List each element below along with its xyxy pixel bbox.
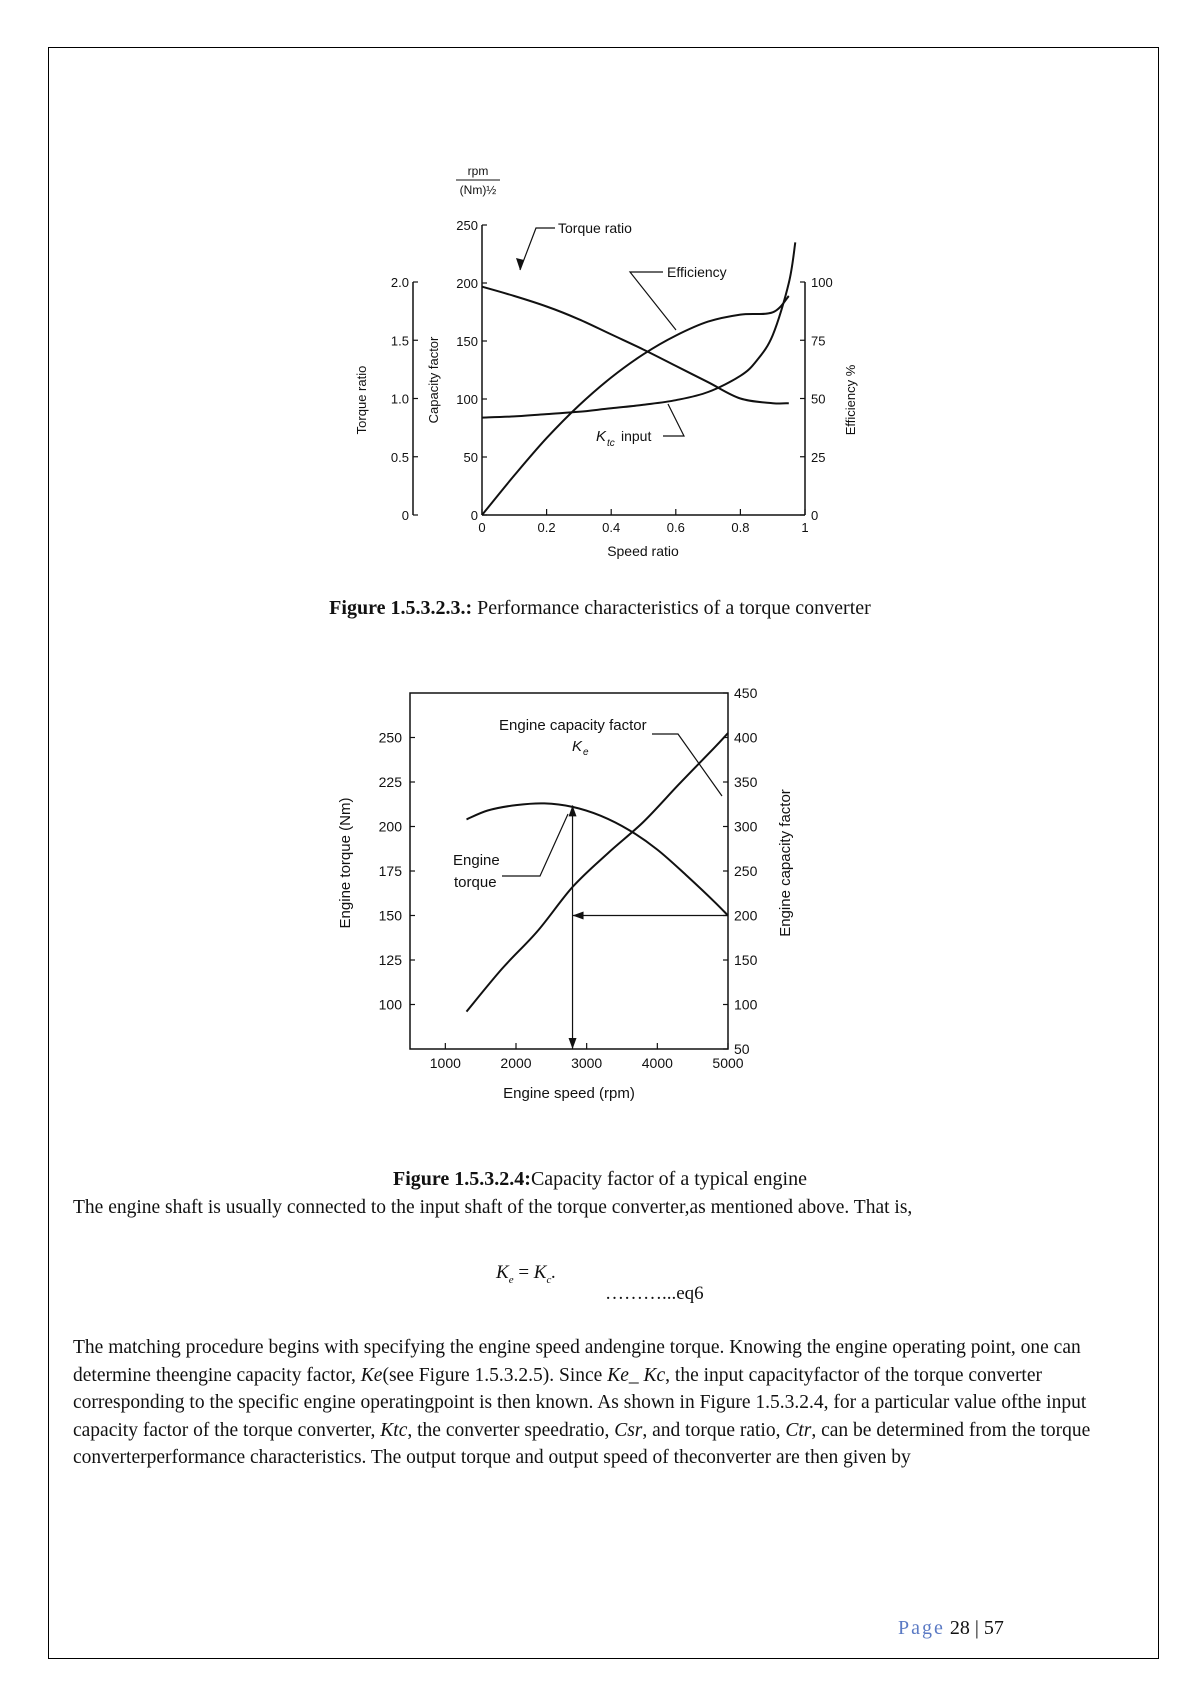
- y-tick-label: 450: [734, 685, 758, 701]
- equation: [496, 1262, 556, 1286]
- y-tick-label: 225: [378, 774, 402, 790]
- y-tick-label: 50: [811, 391, 826, 407]
- y-tick-label: 250: [734, 863, 758, 879]
- torque-ratio-axis-label: Torque ratio: [354, 365, 369, 435]
- capacity-factor-axis-label: Capacity factor: [426, 336, 441, 424]
- intro-paragraph: The engine shaft is usually connected to the input shaft of the torque converter,as mentioned above. That is,: [73, 1197, 913, 1218]
- ke-annotation-sub: e: [583, 747, 589, 758]
- x-tick-label: 1: [801, 520, 809, 535]
- x-tick-label: 0.6: [666, 520, 685, 535]
- page-footer: [898, 1617, 1004, 1640]
- x-tick-label: 0: [478, 520, 486, 535]
- efficiency-axis-label: Efficiency %: [843, 364, 858, 436]
- arrow-down-icon: [569, 1038, 577, 1049]
- series-engine-torque: [467, 803, 729, 915]
- y-tick-label: 100: [734, 996, 758, 1013]
- y-tick-label: 50: [463, 450, 478, 465]
- y-tick-label: 25: [811, 449, 826, 465]
- unit-denominator: (Nm)½: [459, 183, 497, 197]
- y-tick-label: 1.5: [390, 333, 409, 349]
- eq-end: .: [551, 1262, 557, 1283]
- engine-torque-axis-label: Engine torque (Nm): [337, 797, 354, 929]
- page-number: 28: [949, 1617, 970, 1639]
- y-tick-label: 75: [811, 333, 826, 349]
- figure-1-caption: [0, 597, 1200, 620]
- series-engine-capacity-factor: [467, 733, 729, 1012]
- x-tick-label: 1000: [429, 1055, 461, 1071]
- y-tick-label: 300: [734, 818, 758, 835]
- y-tick-label: 400: [734, 729, 758, 746]
- engine-torque-annotation-2: torque: [454, 874, 497, 891]
- y-tick-label: 100: [456, 392, 478, 407]
- unit-numerator: rpm: [467, 164, 489, 178]
- y-tick-label: 250: [378, 729, 402, 746]
- y-tick-label: 0: [811, 508, 819, 523]
- x-axis-label: Engine speed (rpm): [503, 1085, 635, 1102]
- ktc-annotation-sub: tc: [607, 438, 615, 449]
- y-tick-label: 200: [456, 276, 478, 291]
- x-tick-label: 5000: [712, 1055, 744, 1071]
- engine-torque-annotation-1: Engine: [453, 852, 500, 869]
- eq-rhs: K: [533, 1262, 547, 1283]
- y-tick-label: 175: [378, 863, 402, 879]
- x-tick-label: 4000: [641, 1055, 673, 1071]
- y-tick-label: 125: [378, 952, 402, 968]
- y-tick-label: 50: [734, 1041, 750, 1057]
- engine-capacity-chart: [330, 680, 830, 1110]
- page-separator: |: [969, 1617, 984, 1639]
- x-tick-label: 2000: [500, 1055, 532, 1071]
- eq-sign: =: [513, 1262, 534, 1283]
- eq-lhs: K: [496, 1262, 509, 1283]
- x-axis-label: Speed ratio: [607, 543, 679, 559]
- y-tick-label: 1.0: [390, 391, 409, 407]
- eq-rhs-sub: c: [546, 1273, 552, 1286]
- series-k-tc-input: [482, 242, 795, 417]
- page-word: Page: [898, 1617, 945, 1639]
- y-tick-label: 350: [734, 774, 758, 790]
- y-tick-label: 250: [456, 218, 478, 233]
- x-tick-label: 0.2: [537, 520, 556, 535]
- y-tick-label: 100: [378, 996, 402, 1013]
- x-tick-label: 0.8: [731, 520, 750, 535]
- ktc-annotation-k: K: [596, 428, 607, 445]
- figure-2-caption-label: Figure 1.5.3.2.4:: [393, 1168, 531, 1190]
- y-tick-label: 150: [378, 907, 402, 924]
- y-tick-label: 0: [470, 508, 478, 523]
- y-tick-label: 150: [456, 334, 478, 349]
- torque-ratio-annotation: Torque ratio: [558, 220, 632, 236]
- matching-paragraph: The matching procedure begins with specifying the engine speed andengine torque. Knowing the engine operating point, one can determine theengine capacity factor, Ke(see Figure 1.5.3.2.5). Since Ke_ Kc, the input capacityfactor of the torque converter corresponding to the specific engine operatingpoint is then known. As shown in Figure 1.5.3.2.4, for a particular value ofthe input capacity factor of the torque converter, Ktc, the converter speedratio, Csr, and torque ratio, Ctr, can be determined from the torque converterperformance characteristics. The output torque and output speed of theconverter are then given by: [73, 1337, 1091, 1468]
- series-torque-ratio: [482, 287, 789, 404]
- torque-converter-chart: [340, 160, 880, 570]
- figure-1-caption-text: Performance characteristics of a torque converter: [472, 597, 871, 619]
- eq-lhs-sub: e: [508, 1273, 514, 1286]
- arrow-left-icon: [573, 912, 584, 920]
- y-tick-label: 200: [378, 818, 402, 835]
- x-tick-label: 3000: [571, 1055, 603, 1071]
- ktc-annotation-input: input: [621, 428, 652, 444]
- y-tick-label: 200: [734, 907, 758, 924]
- figure-2-caption-text: Capacity factor of a typical engine: [530, 1168, 807, 1190]
- equation-label: ………...eq6: [605, 1283, 704, 1304]
- efficiency-annotation: Efficiency: [667, 264, 727, 280]
- y-tick-label: 100: [811, 275, 833, 290]
- x-tick-label: 0.4: [602, 520, 621, 535]
- ke-annotation-k: K: [572, 738, 583, 755]
- y-tick-label: 0.5: [390, 449, 409, 465]
- y-tick-label: 2.0: [390, 275, 409, 290]
- page-total: 57: [983, 1617, 1004, 1639]
- capacity-annotation: Engine capacity factor: [499, 717, 647, 734]
- y-tick-label: 150: [734, 952, 758, 968]
- engine-capacity-axis-label: Engine capacity factor: [777, 789, 794, 937]
- figure-2-caption: [0, 1168, 1200, 1191]
- y-tick-label: 0: [401, 508, 409, 523]
- figure-1-caption-label: Figure 1.5.3.2.3.:: [329, 597, 473, 619]
